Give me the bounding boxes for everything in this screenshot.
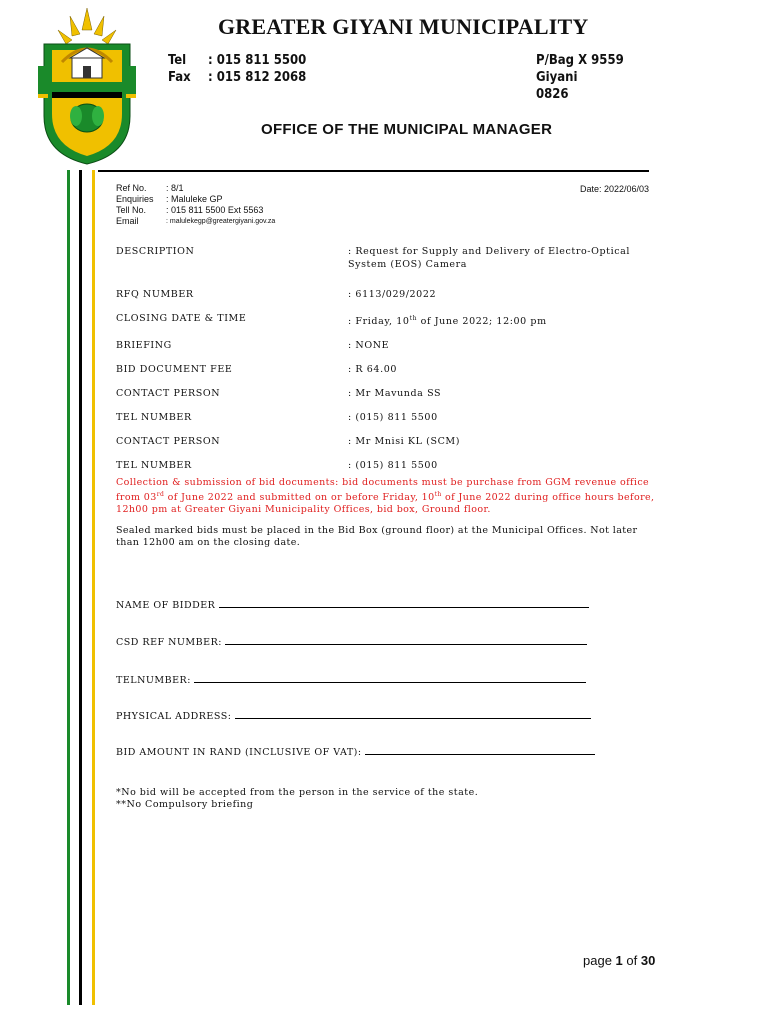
physical-address-field[interactable]: PHYSICAL ADDRESS: — [116, 709, 591, 722]
bid-amount-field[interactable]: BID AMOUNT IN RAND (INCLUSIVE OF VAT): — [116, 745, 595, 758]
footnotes — [116, 787, 478, 811]
collection-notice: Collection & submission of bid documents: bid documents must be purchase from GGM revenue office from 03rd of June 2022 and submitted on or before Friday, 10th of June 2022 during office hours before, 12h00 pm at Greater Giyani Municipality Offices, bid box, Ground floor. — [116, 477, 655, 516]
detail-row — [116, 459, 656, 472]
contact-person-label: CONTACT PERSON — [116, 388, 221, 400]
detail-row — [116, 312, 656, 328]
tell-no-value: : 015 811 5500 Ext 5563 — [166, 205, 264, 215]
detail-row — [116, 339, 656, 352]
tel-number-label: TEL NUMBER — [116, 460, 192, 472]
detail-row — [116, 245, 656, 271]
tel-label: Tel — [168, 53, 187, 68]
document-date: Date: 2022/06/03 — [580, 184, 650, 194]
email-value[interactable]: : malulekegp@greatergiyani.gov.za — [166, 218, 276, 225]
closing-label: CLOSING DATE & TIME — [116, 313, 247, 324]
fax-value: : 015 812 2068 — [208, 70, 307, 85]
rfq-value: : 6113/029/2022 — [348, 289, 437, 300]
csd-ref-field[interactable]: CSD REF NUMBER: — [116, 635, 587, 648]
description-label: DESCRIPTION — [116, 246, 195, 257]
ref-no-label: Ref No. — [116, 183, 147, 193]
bid-details — [116, 245, 656, 483]
contact-person-value: : Mr Mnisi KL (SCM) — [348, 436, 461, 448]
page-number: page 1 of 30 — [583, 953, 656, 968]
left-stripe-yellow — [92, 170, 95, 1005]
tel-number-value: : (015) 811 5500 — [348, 460, 438, 472]
fax-label: Fax — [168, 70, 191, 85]
ref-no-value: : 8/1 — [166, 183, 184, 193]
rfq-label: RFQ NUMBER — [116, 289, 194, 300]
tel-value: : 015 811 5500 — [208, 53, 307, 68]
detail-row — [116, 435, 656, 448]
detail-row — [116, 387, 656, 400]
bidder-name-line[interactable] — [219, 598, 589, 608]
contact-person-label: CONTACT PERSON — [116, 436, 221, 448]
organization-name: GREATER GIYANI MUNICIPALITY — [218, 14, 589, 39]
tel-number-line[interactable] — [194, 673, 586, 683]
footnote-2: **No Compulsory briefing — [116, 799, 254, 810]
physical-address-line[interactable] — [235, 709, 591, 719]
description-value: : Request for Supply and Delivery of Electro-Optical System (EOS) Camera — [348, 246, 631, 270]
enquiries-value: : Maluleke GP — [166, 194, 223, 204]
address-line-1: P/Bag X 9559 — [536, 53, 624, 68]
tel-number-label: TEL NUMBER — [116, 412, 192, 424]
header-contact — [168, 52, 306, 86]
tel-number-field[interactable]: TELNUMBER: — [116, 673, 586, 686]
fee-label: BID DOCUMENT FEE — [116, 364, 233, 376]
tell-no-label: Tell No. — [116, 205, 147, 215]
detail-row — [116, 411, 656, 424]
header-divider — [98, 170, 649, 172]
reference-block — [116, 183, 275, 227]
briefing-value: : NONE — [348, 340, 390, 352]
sealed-bids-notice: Sealed marked bids must be placed in the Bid Box (ground floor) at the Municipal Offices. Not later than 12h00 am on the closing date. — [116, 525, 638, 548]
bidder-name-field[interactable]: NAME OF BIDDER — [116, 598, 589, 611]
address-line-3: 0826 — [536, 87, 569, 102]
briefing-label: BRIEFING — [116, 340, 172, 352]
detail-row — [116, 363, 656, 376]
closing-value: : Friday, 10th of June 2022; 12:00 pm — [348, 315, 547, 328]
left-stripe-green — [67, 170, 70, 1005]
left-stripe-black — [79, 170, 82, 1005]
address-line-2: Giyani — [536, 70, 578, 85]
office-title: OFFICE OF THE MUNICIPAL MANAGER — [261, 121, 553, 138]
postal-address — [536, 52, 624, 103]
tel-number-value: : (015) 811 5500 — [348, 412, 438, 424]
enquiries-label: Enquiries — [116, 194, 154, 204]
footnote-1: *No bid will be accepted from the person in the service of the state. — [116, 787, 479, 798]
municipal-coat-of-arms-logo — [36, 6, 138, 166]
bid-amount-line[interactable] — [365, 745, 595, 755]
contact-person-value: : Mr Mavunda SS — [348, 388, 442, 400]
email-label: Email — [116, 216, 139, 226]
detail-row — [116, 288, 656, 301]
fee-value: : R 64.00 — [348, 364, 397, 376]
csd-ref-line[interactable] — [225, 635, 587, 645]
